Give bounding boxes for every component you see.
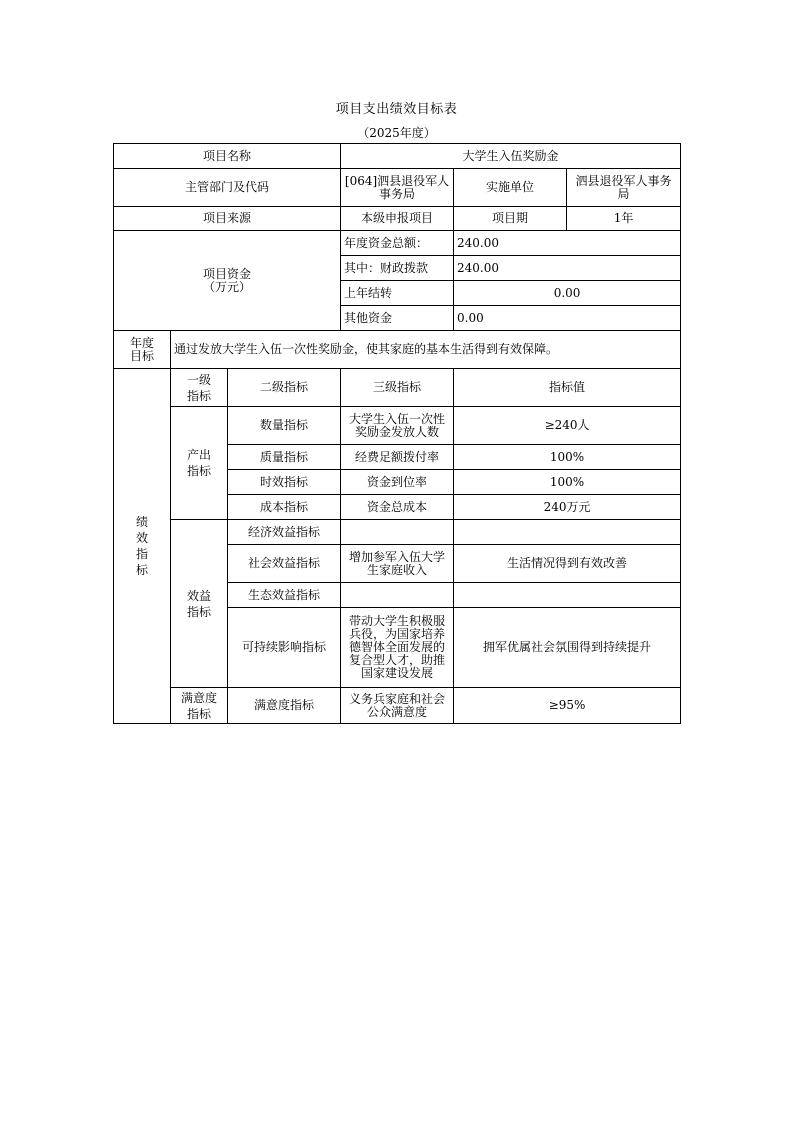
funds-fiscal-label: 其中：财政拨款 xyxy=(341,256,454,281)
source-value: 本级申报项目 xyxy=(341,207,454,231)
table-row xyxy=(114,688,681,724)
benefit-value: 拥军优属社会氛围得到持续提升 xyxy=(454,608,681,688)
indicators-section-label xyxy=(114,369,171,724)
impl-unit-value: 泗县退役军人事务局 xyxy=(567,169,681,207)
benefit-level2: 生态效益指标 xyxy=(228,583,341,608)
funds-other-label: 其他资金 xyxy=(341,306,454,331)
period-value: 1年 xyxy=(567,207,681,231)
table-row xyxy=(114,369,681,407)
output-value: 100% xyxy=(454,470,681,495)
funds-label xyxy=(114,231,341,331)
goal-label-line2: 目标 xyxy=(129,348,154,363)
header-level2: 二级指标 xyxy=(228,369,341,407)
funds-carryover-label: 上年结转 xyxy=(341,281,454,306)
output-value: 240万元 xyxy=(454,495,681,520)
benefit-indicator-label xyxy=(171,520,228,688)
indicators-section-text: 绩效指标 xyxy=(135,515,148,577)
output-indicator-label xyxy=(171,407,228,520)
benefit-level2: 经济效益指标 xyxy=(228,520,341,545)
funds-label-line2: （万元） xyxy=(203,279,252,294)
output-value: 100% xyxy=(454,445,681,470)
output-level2: 质量指标 xyxy=(228,445,341,470)
goal-text: 通过发放大学生入伍一次性奖励金，使其家庭的基本生活得到有效保障。 xyxy=(171,331,681,369)
benefit-value xyxy=(454,520,681,545)
dept-value: [064]泗县退役军人事务局 xyxy=(341,169,454,207)
dept-label: 主管部门及代码 xyxy=(114,169,341,207)
table-row xyxy=(114,169,681,207)
table-row xyxy=(114,407,681,445)
benefit-level3 xyxy=(341,583,454,608)
output-indicator-text: 产出指标 xyxy=(186,448,211,478)
funds-total-value: 240.00 xyxy=(454,231,681,256)
satisfaction-level2: 满意度指标 xyxy=(228,688,341,724)
goal-label-line1: 年度 xyxy=(129,335,154,350)
impl-unit-label: 实施单位 xyxy=(454,169,567,207)
output-level3: 经费足额拨付率 xyxy=(341,445,454,470)
benefit-level3: 带动大学生积极服兵役，为国家培养德智体全面发展的复合型人才，助推国家建设发展 xyxy=(341,608,454,688)
performance-goal-table xyxy=(113,143,681,724)
header-level3: 三级指标 xyxy=(341,369,454,407)
funds-other-value: 0.00 xyxy=(454,306,681,331)
funds-carryover-value: 0.00 xyxy=(454,281,681,306)
table-subtitle: （2025年度） xyxy=(357,126,436,140)
table-row xyxy=(114,231,681,256)
satisfaction-value: ≥95% xyxy=(454,688,681,724)
benefit-level2: 可持续影响指标 xyxy=(228,608,341,688)
output-level2: 时效指标 xyxy=(228,470,341,495)
table-row xyxy=(114,144,681,169)
funds-total-label: 年度资金总额： xyxy=(341,231,454,256)
table-row xyxy=(114,207,681,231)
table-row xyxy=(114,331,681,369)
funds-fiscal-value: 240.00 xyxy=(454,256,681,281)
goal-label xyxy=(114,331,171,369)
benefit-indicator-text: 效益指标 xyxy=(186,588,211,619)
satisfaction-indicator-text: 满意度指标 xyxy=(180,690,217,721)
period-label: 项目期 xyxy=(454,207,567,231)
output-value: ≥240人 xyxy=(454,407,681,445)
benefit-value: 生活情况得到有效改善 xyxy=(454,545,681,583)
output-level2: 成本指标 xyxy=(228,495,341,520)
satisfaction-indicator-label xyxy=(171,688,228,724)
output-level3: 资金总成本 xyxy=(341,495,454,520)
benefit-level2: 社会效益指标 xyxy=(228,545,341,583)
project-name-value: 大学生入伍奖励金 xyxy=(341,144,681,169)
benefit-value xyxy=(454,583,681,608)
source-label: 项目来源 xyxy=(114,207,341,231)
output-level3: 大学生入伍一次性奖励金发放人数 xyxy=(341,407,454,445)
header-level1 xyxy=(171,369,228,407)
benefit-level3: 增加参军入伍大学生家庭收入 xyxy=(341,545,454,583)
table-row xyxy=(114,520,681,545)
funds-label-line1: 项目资金 xyxy=(203,266,252,281)
output-level3: 资金到位率 xyxy=(341,470,454,495)
header-value: 指标值 xyxy=(454,369,681,407)
project-name-label: 项目名称 xyxy=(114,144,341,169)
satisfaction-level3: 义务兵家庭和社会公众满意度 xyxy=(341,688,454,724)
output-level2: 数量指标 xyxy=(228,407,341,445)
header-level1-text: 一级指标 xyxy=(186,372,211,403)
benefit-level3 xyxy=(341,520,454,545)
table-title: 项目支出绩效目标表 xyxy=(335,102,458,117)
